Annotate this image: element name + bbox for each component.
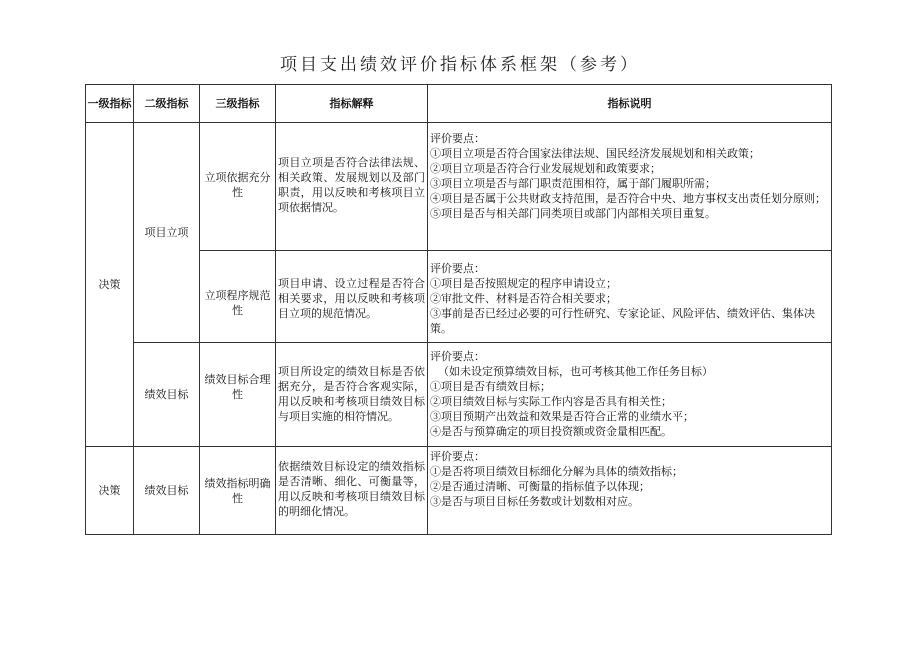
description-line: 评价要点： — [430, 350, 485, 363]
description-cell — [428, 343, 832, 447]
level1-cell: 决策 — [86, 123, 134, 447]
page-title: 项目支出绩效评价指标体系框架（参考） — [280, 55, 640, 75]
level2-cell: 绩效目标 — [134, 343, 200, 447]
description-cell — [428, 251, 832, 343]
description-line: ③事前是否已经过必要的可行性研究、专家论证、风险评估、绩效评估、集体决策。 — [430, 307, 815, 335]
header-level1: 一级指标 — [86, 85, 134, 123]
description-line: ②项目立项是否符合行业发展规划和政策要求； — [430, 162, 661, 175]
level3-cell: 绩效目标合理性 — [200, 343, 276, 447]
description-line: ①项目是否按照规定的程序申请设立； — [430, 277, 617, 290]
description-cell — [428, 447, 832, 535]
description-line: ①是否将项目绩效目标细化分解为具体的绩效指标； — [430, 465, 683, 478]
level3-cell: 绩效指标明确性 — [200, 447, 276, 535]
indicator-table — [85, 84, 832, 535]
header-explanation: 指标解释 — [276, 85, 428, 123]
level2-cell: 绩效目标 — [134, 447, 200, 535]
explanation-cell: 依据绩效目标设定的绩效指标是否清晰、细化、可衡量等，用以反映和考核项目绩效目标的明细化情况。 — [276, 447, 428, 535]
description-line: 评价要点： — [430, 132, 485, 145]
level1-cell: 决策 — [86, 447, 134, 535]
description-line: ④项目是否属于公共财政支持范围，是否符合中央、地方事权支出责任划分原则； — [430, 192, 826, 205]
header-description: 指标说明 — [428, 85, 832, 123]
description-line: ③是否与项目目标任务数或计划数相对应。 — [430, 495, 639, 508]
table-header-row — [86, 85, 832, 123]
table-row — [86, 343, 832, 447]
level2-cell: 项目立项 — [134, 123, 200, 343]
description-line: （如未设定预算绩效目标，也可考核其他工作任务目标） — [438, 365, 713, 378]
description-line: ②是否通过清晰、可衡量的指标值予以体现； — [430, 480, 650, 493]
description-line: ②审批文件、材料是否符合相关要求； — [430, 292, 617, 305]
level3-cell: 立项程序规范性 — [200, 251, 276, 343]
explanation-cell: 项目立项是否符合法律法规、相关政策、发展规划以及部门职责，用以反映和考核项目立项依据情况。 — [276, 123, 428, 251]
header-level2: 二级指标 — [134, 85, 200, 123]
description-line: ②项目绩效目标与实际工作内容是否具有相关性； — [430, 395, 672, 408]
description-cell — [428, 123, 832, 251]
description-line: 评价要点： — [430, 262, 485, 275]
description-line: 评价要点： — [430, 450, 485, 463]
description-line: ③项目预期产出效益和效果是否符合正常的业绩水平； — [430, 410, 694, 423]
description-line: ③项目立项是否与部门职责范围相符，属于部门履职所需； — [430, 177, 716, 190]
description-line: ⑤项目是否与相关部门同类项目或部门内部相关项目重复。 — [430, 207, 716, 220]
table-row — [86, 447, 832, 535]
explanation-cell: 项目所设定的绩效目标是否依据充分，是否符合客观实际，用以反映和考核项目绩效目标与项目实施的相符情况。 — [276, 343, 428, 447]
description-line: ①项目立项是否符合国家法律法规、国民经济发展规划和相关政策； — [430, 147, 760, 160]
description-line: ④是否与预算确定的项目投资额或资金量相匹配。 — [430, 425, 672, 438]
level3-cell: 立项依据充分性 — [200, 123, 276, 251]
header-level3: 三级指标 — [200, 85, 276, 123]
explanation-cell: 项目申请、设立过程是否符合相关要求，用以反映和考核项目立项的规范情况。 — [276, 251, 428, 343]
description-line: ①项目是否有绩效目标； — [430, 380, 551, 393]
table-row — [86, 123, 832, 251]
